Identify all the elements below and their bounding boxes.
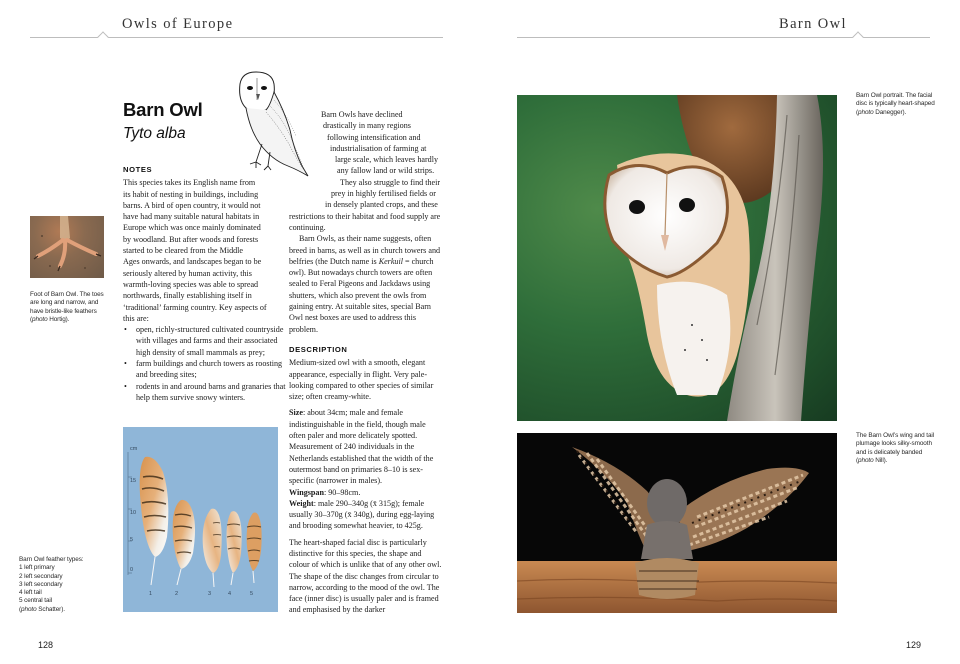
notes-line: by woodland. But after woods and forests <box>123 234 259 244</box>
wings-photo-caption: The Barn Owl’s wing and tail plumage looks silky-smooth and is delicately banded (photo Nill). <box>856 432 935 464</box>
running-head-left: Owls of Europe <box>122 16 234 32</box>
scale-tick-label: 10 <box>130 510 137 516</box>
decline-continuation: restrictions to their habitat and food supply are continuing. <box>289 211 441 232</box>
decline-section <box>289 109 444 616</box>
notes-line: barns. A bird of open country, it would not <box>123 200 261 210</box>
notes-line: its habit of nesting in buildings, including <box>123 189 259 199</box>
notes-line: This species takes its English name from <box>123 178 256 188</box>
header-rule-right <box>517 37 930 38</box>
key-aspect-item: • open, richly-structured cultivated countryside with villages and farms and their associated high density of small mammals as prey; <box>123 324 288 358</box>
portrait-photo-caption: Barn Owl portrait. The facial disc is typically heart-shaped (photo Danegger). <box>856 92 935 116</box>
decline-line: any fallow land or wild strips. <box>337 166 435 176</box>
scale-tick-label: 15 <box>130 478 137 484</box>
wingspan-paragraph: Wingspan: 90–98cm. <box>289 487 361 497</box>
species-common-name: Barn Owl <box>123 99 203 120</box>
foot-photo-caption: Foot of Barn Owl. The toes are long and narrow, and have bristle-like feathers (photo Hortig). <box>30 291 104 323</box>
feather-number-label: 4 <box>228 591 232 597</box>
decline-line: drastically in many regions <box>323 121 411 131</box>
header-rule-notch-right <box>852 31 863 42</box>
decline-line: Barn Owls have declined <box>321 110 403 119</box>
scale-unit-label: cm <box>130 446 138 452</box>
notes-line: Ages onwards, and landscapes began to be <box>123 257 262 267</box>
barn-owl-foot-photo <box>30 216 104 278</box>
barn-owl-portrait-photo <box>517 95 837 421</box>
scale-tick-label: 5 <box>130 537 134 543</box>
decline-line: large scale, which leaves hardly <box>335 155 439 165</box>
notes-line: warmth-loving species was able to spread <box>123 279 259 289</box>
description-intro: Medium-sized owl with a smooth, elegant appearance, especially in flight. Very pale-looking compared to other species of similar size; often creamy-white. <box>289 358 434 402</box>
facial-disc-paragraph: The heart-shaped facial disc is particularly distinctive for this species, the shape and colour of which is unlike that of any other owl. The shape of the disc changes from circular to narrow, according to the mood of the owl. The face (inner disc) is usually paler and is framed and emphasised by the darker <box>289 537 442 615</box>
right-page <box>480 0 960 664</box>
scale-tick-label: 0 <box>130 567 134 573</box>
page-number-left: 128 <box>38 640 54 650</box>
feather-number-label: 5 <box>250 591 254 597</box>
key-aspect-item: • farm buildings and church towers as roosting and breeding sites; <box>123 358 288 381</box>
barns-paragraph: Barn Owls, as their name suggests, often breed in barns, as well as in church towers and belfries (the Dutch name is Kerkuil = church owl). But nowadays church towers are often sealed to Feral Pigeons and Jackdaws using shutters, which also prevent the owls from gaining entry. At suitable sites, special Barn Owl nest boxes are used to address this problem. <box>289 234 441 334</box>
page-number-right: 129 <box>906 640 922 650</box>
feather-types-photo <box>123 427 278 612</box>
description-heading: DESCRIPTION <box>289 344 348 354</box>
notes-line: have had many suitable natural habitats in <box>123 212 260 222</box>
decline-line: in densely planted crops, and these <box>325 200 438 210</box>
notes-line: this are: <box>123 313 149 323</box>
notes-section <box>123 164 288 403</box>
decline-line: industrialisation of farming at <box>330 143 427 153</box>
notes-line: Europe which was once mainly dominated <box>123 223 261 233</box>
weight-paragraph: Weight: male 290–340g (x̄ 315g); female usually 30–370g (x̄ 340g), during egg-laying and brooding somewhat heavier, to 425g. <box>289 498 435 531</box>
notes-line: ‘traditional’ farming country. Key aspects of <box>123 302 267 312</box>
feather-number-label: 3 <box>208 591 212 597</box>
running-head-right: Barn Owl <box>779 16 847 32</box>
notes-line: northwards, finally establishing itself in <box>123 291 252 301</box>
key-aspect-item: • rodents in and around barns and granaries that help them survive snowy winters. <box>123 381 288 404</box>
feather-photo-caption: Barn Owl feather types: 1 left primary 2 left secondary 3 left secondary 4 left tail 5 central tail (photo Schatter). <box>19 556 84 613</box>
feather-number-label: 2 <box>175 591 179 597</box>
feather-number-label: 1 <box>149 591 153 597</box>
header-rule-notch-left <box>97 31 108 42</box>
header-rule-left <box>30 37 443 38</box>
decline-line: They also struggle to find their <box>340 177 441 187</box>
notes-line: seriously altered by human activity, this <box>123 268 252 278</box>
decline-line: following intensification and <box>327 132 421 142</box>
species-latin-name: Tyto alba <box>123 125 186 142</box>
notes-heading: NOTES <box>123 165 153 174</box>
barn-owl-wings-photo <box>517 433 837 613</box>
notes-line: started to be cleared from the Middle <box>123 246 244 256</box>
size-paragraph: Size: about 34cm; male and female indistinguishable in the field, though male often paler and more delicately spotted. Measurement of 240 individuals in the Netherlands established that the width of the outermost band on primaries 8–10 is sex-specific (narrower in males). <box>289 408 434 486</box>
decline-line: prey in highly fertilised fields or <box>331 189 436 199</box>
key-aspects-list <box>123 324 288 403</box>
